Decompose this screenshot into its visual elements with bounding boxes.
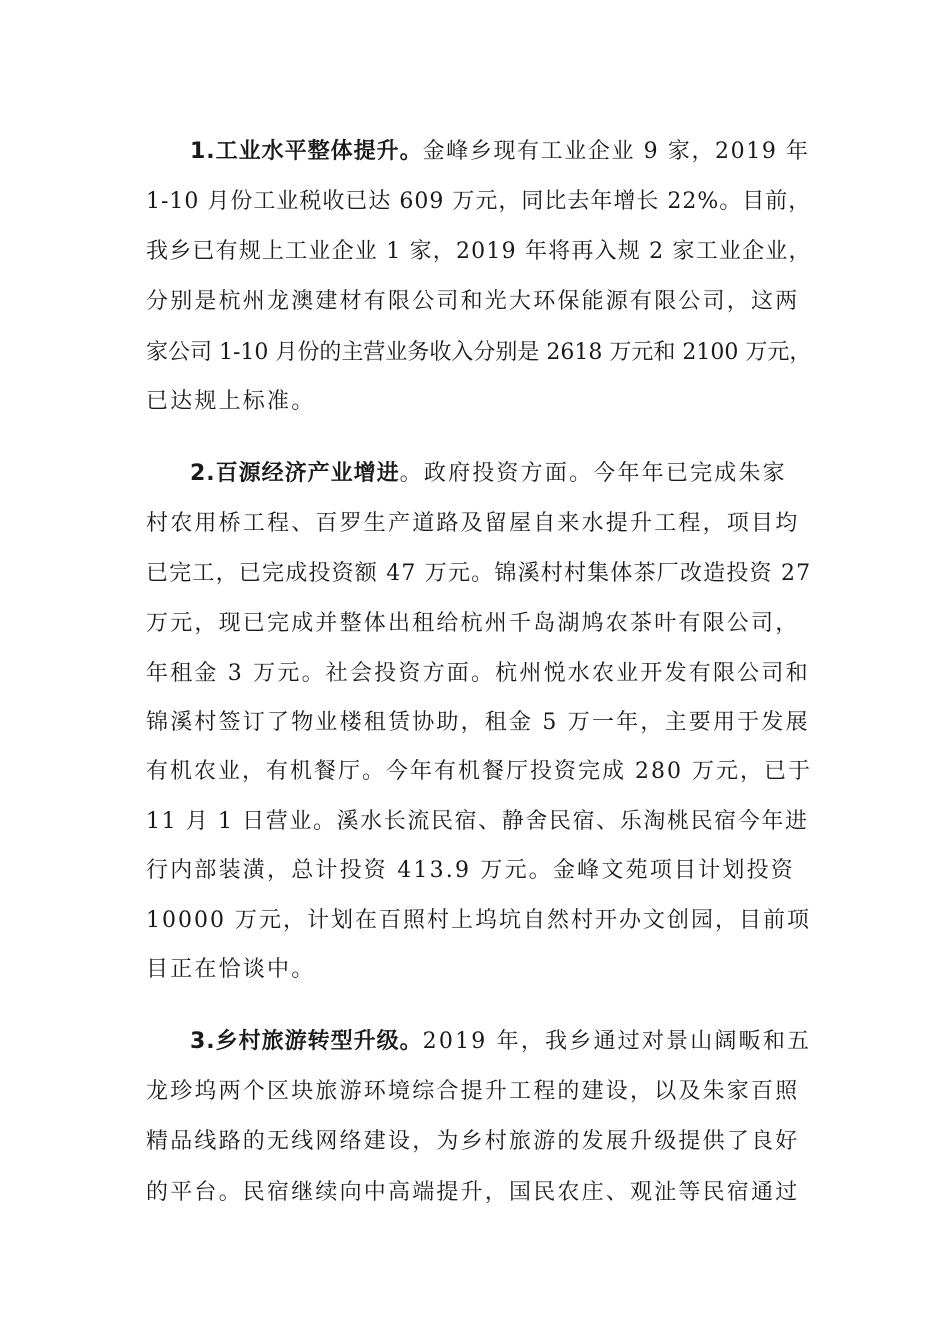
paragraph-line <box>190 127 810 176</box>
paragraph-line: 已达规上标准。 <box>146 389 316 414</box>
paragraph-line <box>190 449 787 498</box>
line-text: 金峰乡现有工业企业 9 家，2019 年 <box>422 139 810 164</box>
paragraph-line: 分别是杭州龙澳建材有限公司和光大环保能源有限公司，这两 <box>146 289 800 314</box>
paragraph-line: 10000 万元，计划在百照村上坞坑自然村开办文创园，目前项 <box>146 908 811 933</box>
paragraph-line: 行内部装潢，总计投资 413.9 万元。金峰文苑项目计划投资 <box>146 858 795 883</box>
paragraph-line: 锦溪村签订了物业楼租赁协助，租金 5 万一年，主要用于发展 <box>146 710 810 735</box>
paragraph-line: 龙珍坞两个区块旅游环境综合提升工程的建设，以及朱家百照 <box>146 1079 800 1104</box>
line-text: 。政府投资方面。今年年已完成朱家 <box>399 461 787 486</box>
paragraph-line: 我乡已有规上工业企业 1 家，2019 年将再入规 2 家工业企业， <box>146 239 812 264</box>
paragraph-line <box>190 1017 811 1066</box>
paragraph-line: 精品线路的无线网络建设，为乡村旅游的发展升级提供了良好 <box>146 1129 800 1154</box>
section-heading: 3.乡村旅游转型升级。 <box>190 1029 423 1054</box>
paragraph-line: 的平台。民宿继续向中高端提升，国民农庄、观沚等民宿通过 <box>146 1180 800 1205</box>
paragraph-line: 目正在恰谈中。 <box>146 957 316 982</box>
paragraph-line: 村农用桥工程、百罗生产道路及留屋自来水提升工程，项目均 <box>146 511 800 536</box>
paragraph-line: 万元，现已完成并整体出租给杭州千岛湖鸠农茶叶有限公司， <box>146 611 800 636</box>
section-heading: 1.工业水平整体提升。 <box>190 139 423 164</box>
line-text: 2019 年，我乡通过对景山阔畈和五 <box>422 1029 812 1054</box>
paragraph-line: 1-10 月份工业税收已达 609 万元，同比去年增长 22%。目前， <box>146 189 812 214</box>
paragraph-line: 家公司 1-10 月份的主营业务收入分别是 2618 万元和 2100 万元， <box>146 340 812 365</box>
section-heading: 2.百源经济产业增进 <box>190 461 400 486</box>
paragraph-line: 年租金 3 万元。社会投资方面。杭州悦水农业开发有限公司和 <box>146 661 810 686</box>
paragraph-line: 已完工，已完成投资额 47 万元。锦溪村村集体茶厂改造投资 27 <box>146 561 812 586</box>
paragraph-line: 11 月 1 日营业。溪水长流民宿、静舍民宿、乐淘桃民宿今年进 <box>146 809 809 834</box>
paragraph-line: 有机农业，有机餐厅。今年有机餐厅投资完成 280 万元，已于 <box>146 759 812 784</box>
